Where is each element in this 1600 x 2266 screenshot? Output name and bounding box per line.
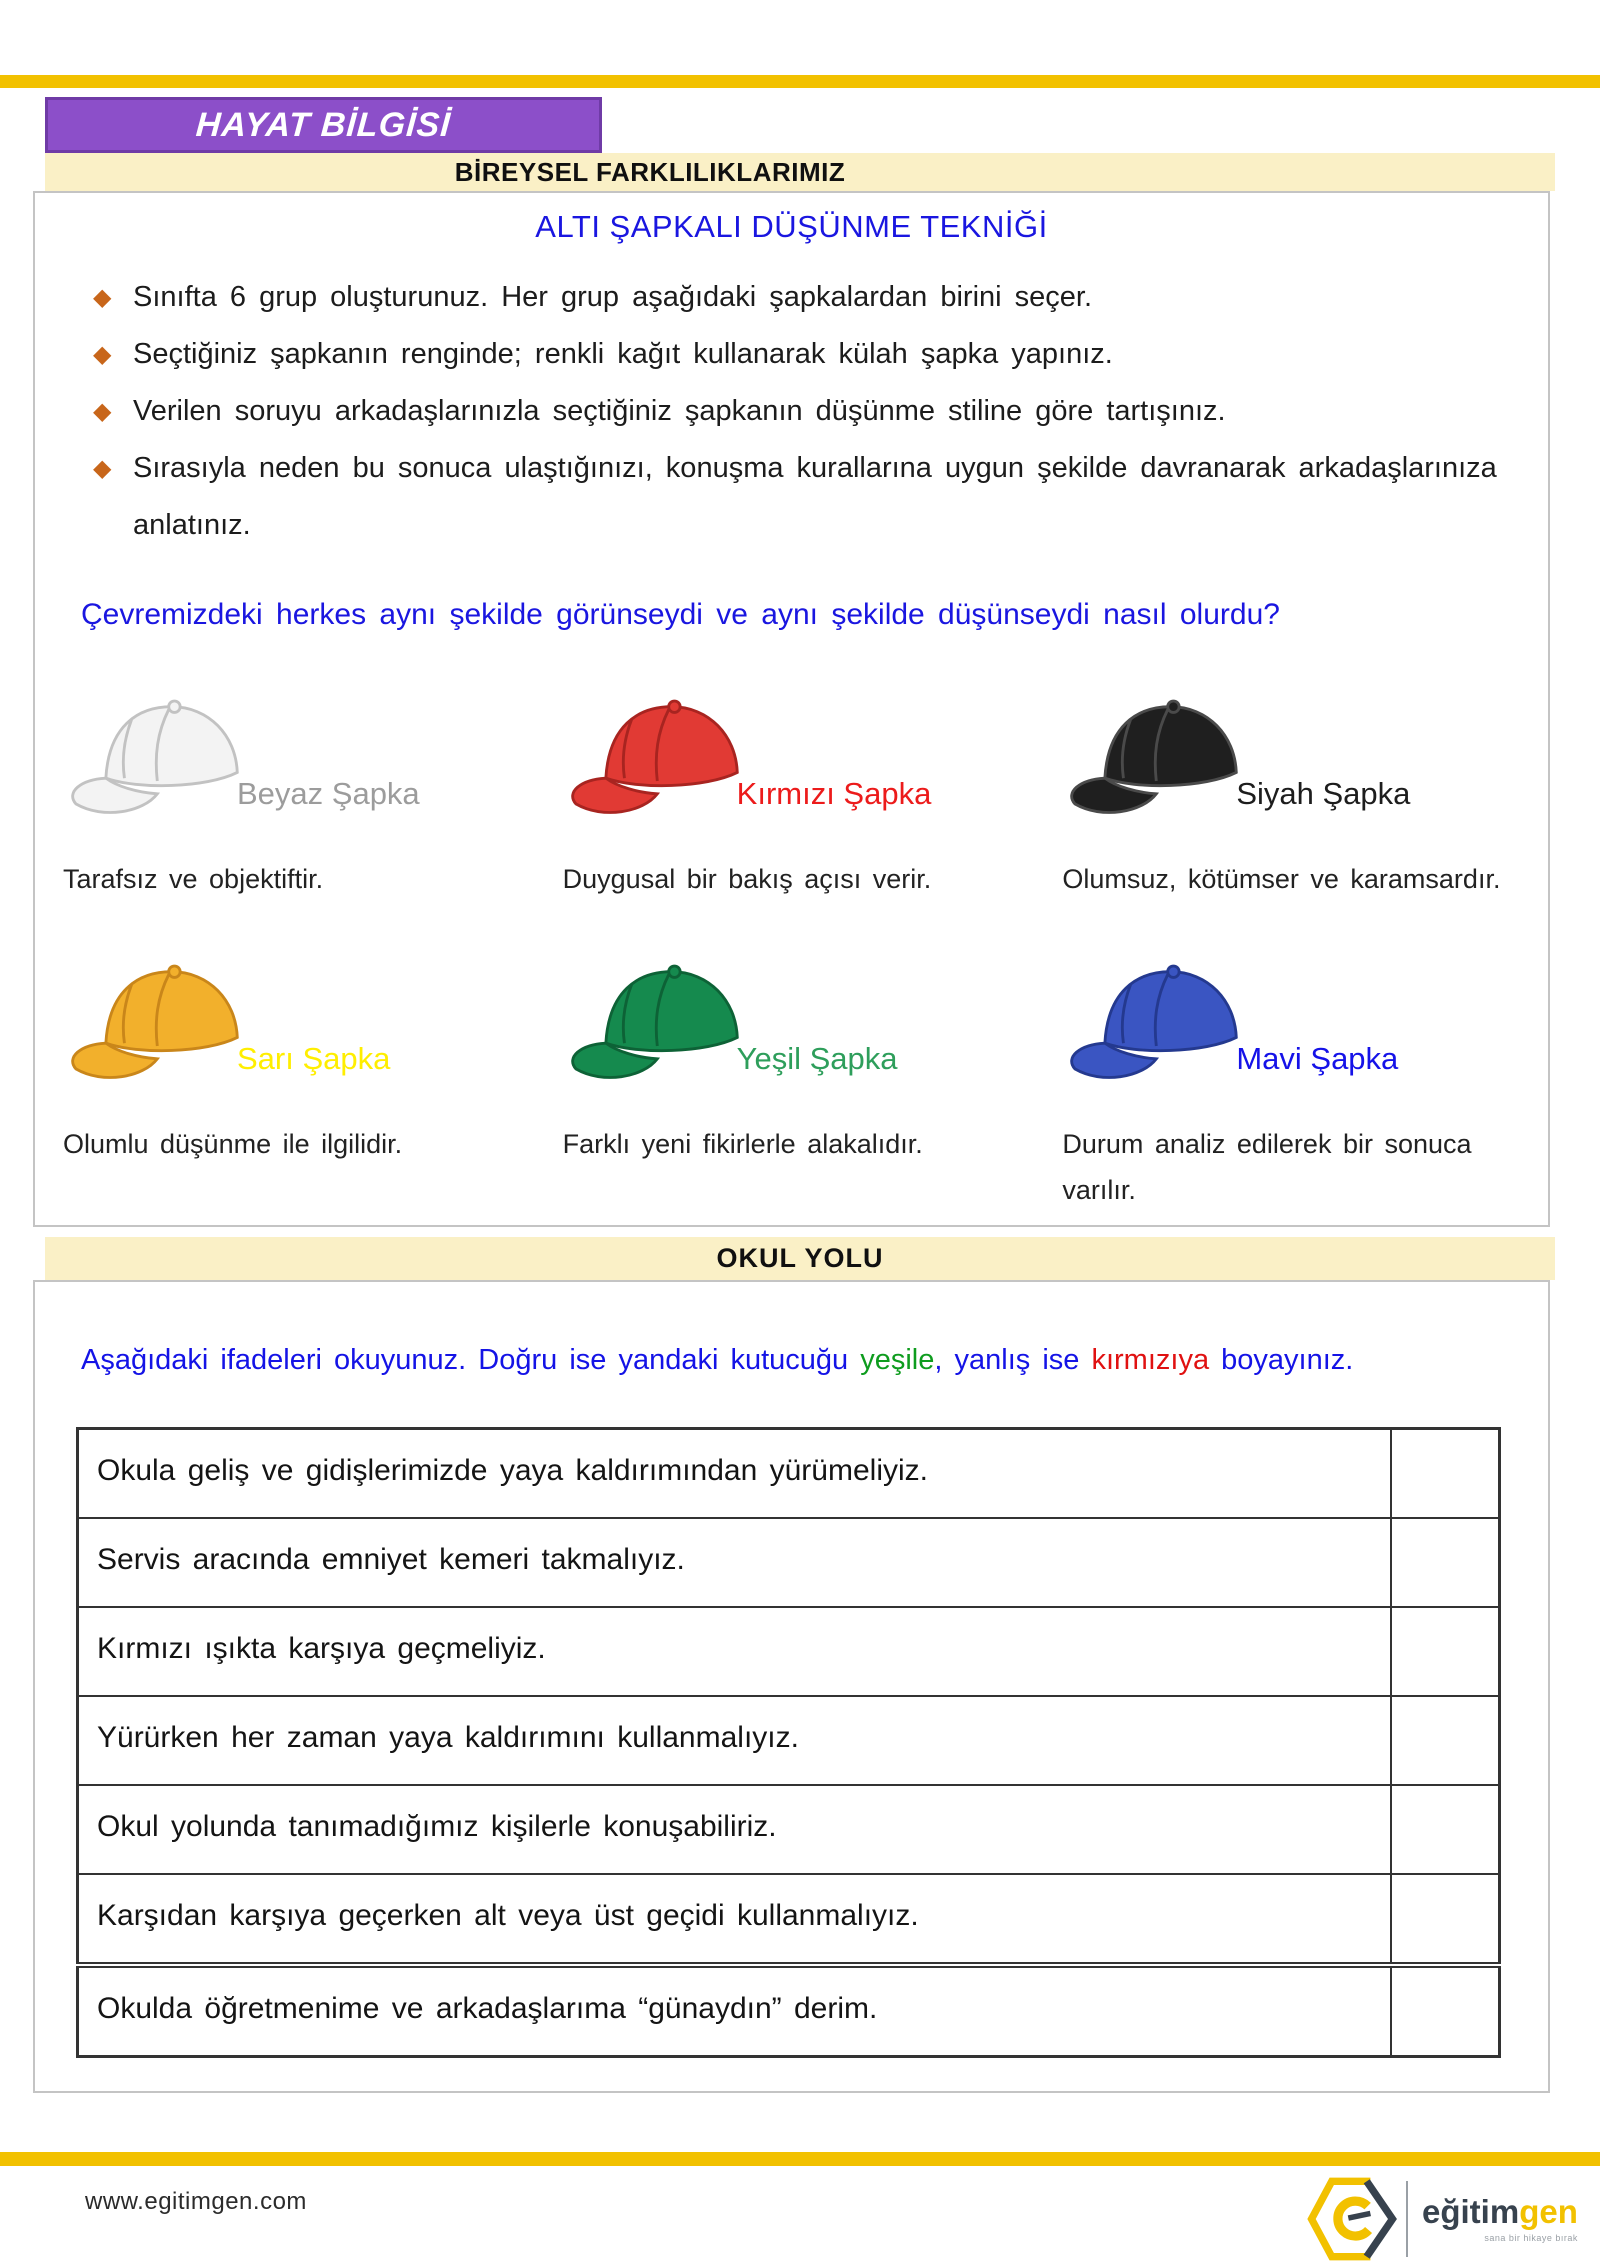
table-row (78, 1965, 1500, 2057)
subject-title: HAYAT BİLGİSİ (194, 105, 453, 144)
answer-box[interactable] (1391, 1965, 1500, 2057)
hat-description: Tarafsız ve objektiftir. (63, 864, 324, 894)
okul-yolu-banner (45, 1237, 1555, 1280)
statement-text: Okul yolunda tanımadığımız kişilerle konuşabiliriz. (78, 1785, 1392, 1874)
cap-icon (563, 680, 763, 842)
hat-name-label: Mavi Şapka (1236, 1041, 1399, 1076)
section-banner-title: BİREYSEL FARKLILIKLARIMIZ (454, 156, 846, 187)
hat-name-label: Siyah Şapka (1236, 776, 1411, 811)
answer-box[interactable] (1391, 1518, 1500, 1607)
red-keyword: kırmızıya (1091, 1344, 1210, 1376)
hat-top (63, 945, 523, 1107)
hat-card (1062, 945, 1522, 1213)
cap-icon (563, 945, 763, 1107)
hat-card (563, 680, 1023, 905)
green-keyword: yeşile (860, 1344, 935, 1376)
cap-icon (1062, 945, 1262, 1107)
instruction-item (93, 269, 1520, 326)
hat-card (63, 680, 523, 905)
answer-box[interactable] (1391, 1696, 1500, 1785)
hat-description: Olumsuz, kötümser ve karamsardır. (1062, 864, 1501, 894)
instruction-part3: boyayınız. (1209, 1344, 1354, 1376)
hat-description: Duygusal bir bakış açısı verir. (562, 864, 932, 894)
table-row (78, 1429, 1500, 1519)
statement-text: Okulda öğretmenime ve arkadaşlarıma “günaydın” derim. (78, 1965, 1392, 2057)
question-text: Çevremizdeki herkes aynı şekilde görünseydi ve aynı şekilde düşünseydi nasıl olurdu? (81, 598, 1280, 631)
statements-table (76, 1427, 1501, 2058)
answer-box[interactable] (1391, 1785, 1500, 1874)
hat-card (1062, 680, 1522, 905)
brand-text (1422, 2195, 1578, 2243)
hat-top (63, 680, 523, 842)
instruction-item (93, 383, 1520, 440)
statement-text: Yürürken her zaman yaya kaldırımını kullanmalıyız. (78, 1696, 1392, 1785)
bullet-text: Verilen soruyu arkadaşlarınızla seçtiğiniz şapkanın düşünme stiline göre tartışınız. (133, 395, 1226, 427)
section-title-banner (45, 153, 1555, 191)
hat-name-label: Yeşil Şapka (736, 1041, 898, 1076)
statement-text: Karşıdan karşıya geçerken alt veya üst geçidi kullanmalıyız. (78, 1874, 1392, 1965)
footer-accent-bar (0, 2152, 1600, 2166)
section-title: ALTI ŞAPKALI DÜŞÜNME TEKNİĞİ (535, 209, 1048, 244)
statements-body (78, 1429, 1500, 2057)
logo-hexagon-icon (1306, 2172, 1398, 2266)
table-row (78, 1696, 1500, 1785)
hat-description: Olumlu düşünme ile ilgilidir. (63, 1129, 403, 1159)
hat-card (563, 945, 1023, 1213)
okul-yolu-title: OKUL YOLU (716, 1243, 884, 1273)
coloring-instruction (81, 1344, 1530, 1377)
instruction-part2: , yanlış ise (934, 1344, 1092, 1376)
hat-top (1062, 945, 1522, 1107)
six-hats-section (33, 191, 1550, 1227)
logo-divider (1406, 2181, 1408, 2257)
hats-grid (63, 680, 1522, 1213)
answer-box[interactable] (1391, 1607, 1500, 1696)
bullet-text: Sınıfta 6 grup oluşturunuz. Her grup aşağıdaki şapkalardan birini seçer. (133, 281, 1093, 313)
diamond-bullet-icon: ◆ (93, 284, 112, 311)
okul-yolu-section (33, 1280, 1550, 2093)
hat-top (563, 945, 1023, 1107)
hat-description: Farklı yeni fikirlerle alakalıdır. (562, 1129, 923, 1159)
subject-banner (45, 97, 602, 153)
bullet-text: Seçtiğiniz şapkanın renginde; renkli kağıt kullanarak külah şapka yapınız. (133, 338, 1113, 370)
instruction-item (93, 326, 1520, 383)
brand-name-accent: gen (1519, 2193, 1578, 2230)
statement-text: Okula geliş ve gidişlerimizde yaya kaldırımından yürümeliyiz. (78, 1429, 1392, 1519)
answer-box[interactable] (1391, 1429, 1500, 1519)
diamond-bullet-icon: ◆ (93, 398, 112, 425)
website-url: www.egitimgen.com (85, 2188, 307, 2215)
table-row (78, 1518, 1500, 1607)
diamond-bullet-icon: ◆ (93, 455, 112, 482)
hat-card (63, 945, 523, 1213)
statement-text: Servis aracında emniyet kemeri takmalıyız. (78, 1518, 1392, 1607)
statements-table-wrap (76, 1427, 1548, 2058)
top-accent-bar (0, 75, 1600, 88)
egitimgen-logo (1306, 2172, 1578, 2266)
cap-icon (63, 945, 263, 1107)
instruction-part1: Aşağıdaki ifadeleri okuyunuz. Doğru ise yandaki kutucuğu (81, 1344, 861, 1376)
hat-description: Durum analiz edilerek bir sonuca varılır. (1062, 1129, 1472, 1205)
logo-tagline: sana bir hikaye bırak (1484, 2233, 1578, 2243)
hat-top (1062, 680, 1522, 842)
table-row (78, 1785, 1500, 1874)
instruction-item (93, 440, 1520, 554)
hat-name-label: Sarı Şapka (237, 1041, 391, 1076)
hat-name-label: Kırmızı Şapka (736, 776, 932, 811)
table-row (78, 1874, 1500, 1965)
hat-name-label: Beyaz Şapka (237, 776, 420, 811)
brand-name-dark: eğitim (1422, 2193, 1520, 2230)
statement-text: Kırmızı ışıkta karşıya geçmeliyiz. (78, 1607, 1392, 1696)
answer-box[interactable] (1391, 1874, 1500, 1965)
bullet-list (93, 269, 1520, 554)
bullet-text: Sırasıyla neden bu sonuca ulaştığınızı, konuşma kurallarına uygun şekilde davranarak arkadaşlarınıza anlatınız. (133, 452, 1497, 541)
cap-icon (63, 680, 263, 842)
cap-icon (1062, 680, 1262, 842)
table-row (78, 1607, 1500, 1696)
hat-top (563, 680, 1023, 842)
diamond-bullet-icon: ◆ (93, 341, 112, 368)
